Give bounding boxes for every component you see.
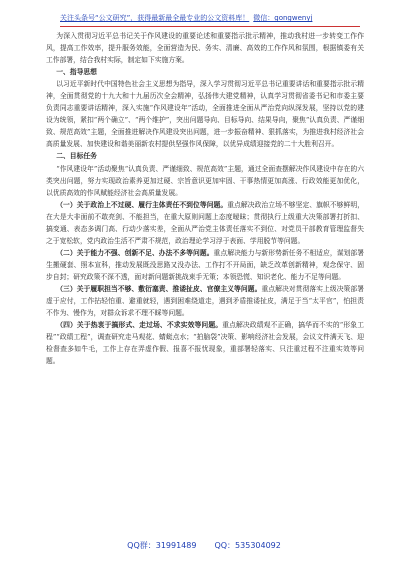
issue-1-body: 重点解决政治立场不够坚定、旗帜不够鲜明，在大是大非面前不敢亮剑、不能担当，在重大原则问题上态度暧昧；贯彻执行上级重大决策部署打折扣、搞变通、表态多调门高、行动少落实差，全面从严治党主体责任落实不到位、对党员干部教育管理监督失之于宽松软，党内政治生活不严肃不规范，政治理论学习浮于表面、学用脱节等问题。 [46, 200, 364, 245]
issue-1-title: （一）关于政治上不过硬、履行主体责任不到位等问题。 [56, 200, 228, 209]
document-body [46, 30, 364, 530]
issue-2-body: 重点解决能力与新形势新任务不相适应，谋划部署生搬硬套、照本宣科，推动发展既没思路又没办法、工作打不开局面，缺乏改革创新精神，观念保守、固步自封；研究政策不深不透，面对新问题新挑战束手无策；本领恐慌、知识老化、能力不足等问题。 [46, 248, 365, 281]
footer-qq-group: QQ群：31991489 [127, 541, 197, 550]
issue-3-body: 重点解决对贯彻落实上级决策部署虚于应付，工作拈轻怕重、避重就轻，遇到困难绕道走，遇到矛盾推诿扯皮，满足于当“太平官”，怕担责不作为、慢作为，对群众诉求不理不睬等问题。 [46, 284, 365, 318]
intro-paragraph: 为深入贯彻习近平总书记关于作风建设的重要论述和重要指示批示精神，推动我村进一步转变工作作风，提高工作效率，提升服务效能，全面营造为民、务实、清廉、高效的工作作风和氛围，根据镇委有关工作部署，结合我村实际，制定如下实施方案。 [46, 32, 364, 65]
issue-2-title: （二）关于能力不强、创新不足、办法不多等问题。 [56, 248, 214, 257]
section-heading-guiding-thought: 一、指导思想 [56, 68, 97, 77]
issue-3-title: （三）关于履职担当不够、敷衍塞责、推诿扯皮、官僚主义等问题。 [56, 284, 262, 293]
issue-2-paragraph [46, 247, 364, 283]
issue-4-body: 重点解决政绩观不正确，搞华而不实的“形象工程”“政绩工程”，调查研究走马观花、蜻蜓点水；“拍脑袋”决策、影响经济社会发展，会议文件满天飞、迎检督查多如牛毛，工作上存在弄虚作假、报喜不报忧现象，重部署轻落实、只注重过程不注重实效等问题。 [46, 321, 364, 366]
section-heading-goals: 二、目标任务 [56, 152, 97, 161]
footer-contact [0, 540, 408, 554]
goals-paragraph: “作风建设年”活动聚焦“认真负责、严谨细致、规范高效”主题，通过全面查摆解决作风建设中存在的六类突出问题，努力实现政治素养更加过硬、宗旨意识更加牢固、干事热情更加高涨、行政效能更加优化，以优质高效的作风赋能经济社会高质量发展。 [46, 164, 364, 197]
issue-3-paragraph [46, 283, 364, 319]
banner-promo-link[interactable]: 关注头条号“公文研究”，获得最新最全最专业的公文资料库！ [60, 14, 250, 22]
issue-1-paragraph [46, 199, 364, 247]
banner-wechat-link[interactable]: 微信：gongwenyj [253, 14, 313, 22]
footer-qq: QQ：535304092 [214, 541, 281, 550]
top-banner [60, 10, 360, 27]
guiding-thought-paragraph: 以习近平新时代中国特色社会主义思想为指导，深入学习贯彻习近平总书记重要讲话和重要指示批示精神，全面贯彻党的十九大和十九届历次全会精神，弘扬伟大建党精神，认真学习贯彻省委书记和市委主要负责同志重要讲话精神，深入实施“作风建设年”活动，全面推进全面从严治党向纵深发展，坚持以党的建设为统领，紧扣“两个确立”、“两个维护”，突出问题导向、目标导向、结果导向，聚焦“认真负责、严谨细致、规范高效”主题，全面推进解决作风建设突出问题，进一步振奋精神、狠抓落实，为推进我村经济社会高质量发展、加快建设和谐美丽新农村提供坚强作风保障，以优异成绩迎接党的二十大胜利召开。 [46, 80, 364, 149]
issue-4-paragraph [46, 319, 364, 367]
issue-4-title: （四）关于热衷于搞形式、走过场、不求实效等问题。 [56, 321, 223, 330]
